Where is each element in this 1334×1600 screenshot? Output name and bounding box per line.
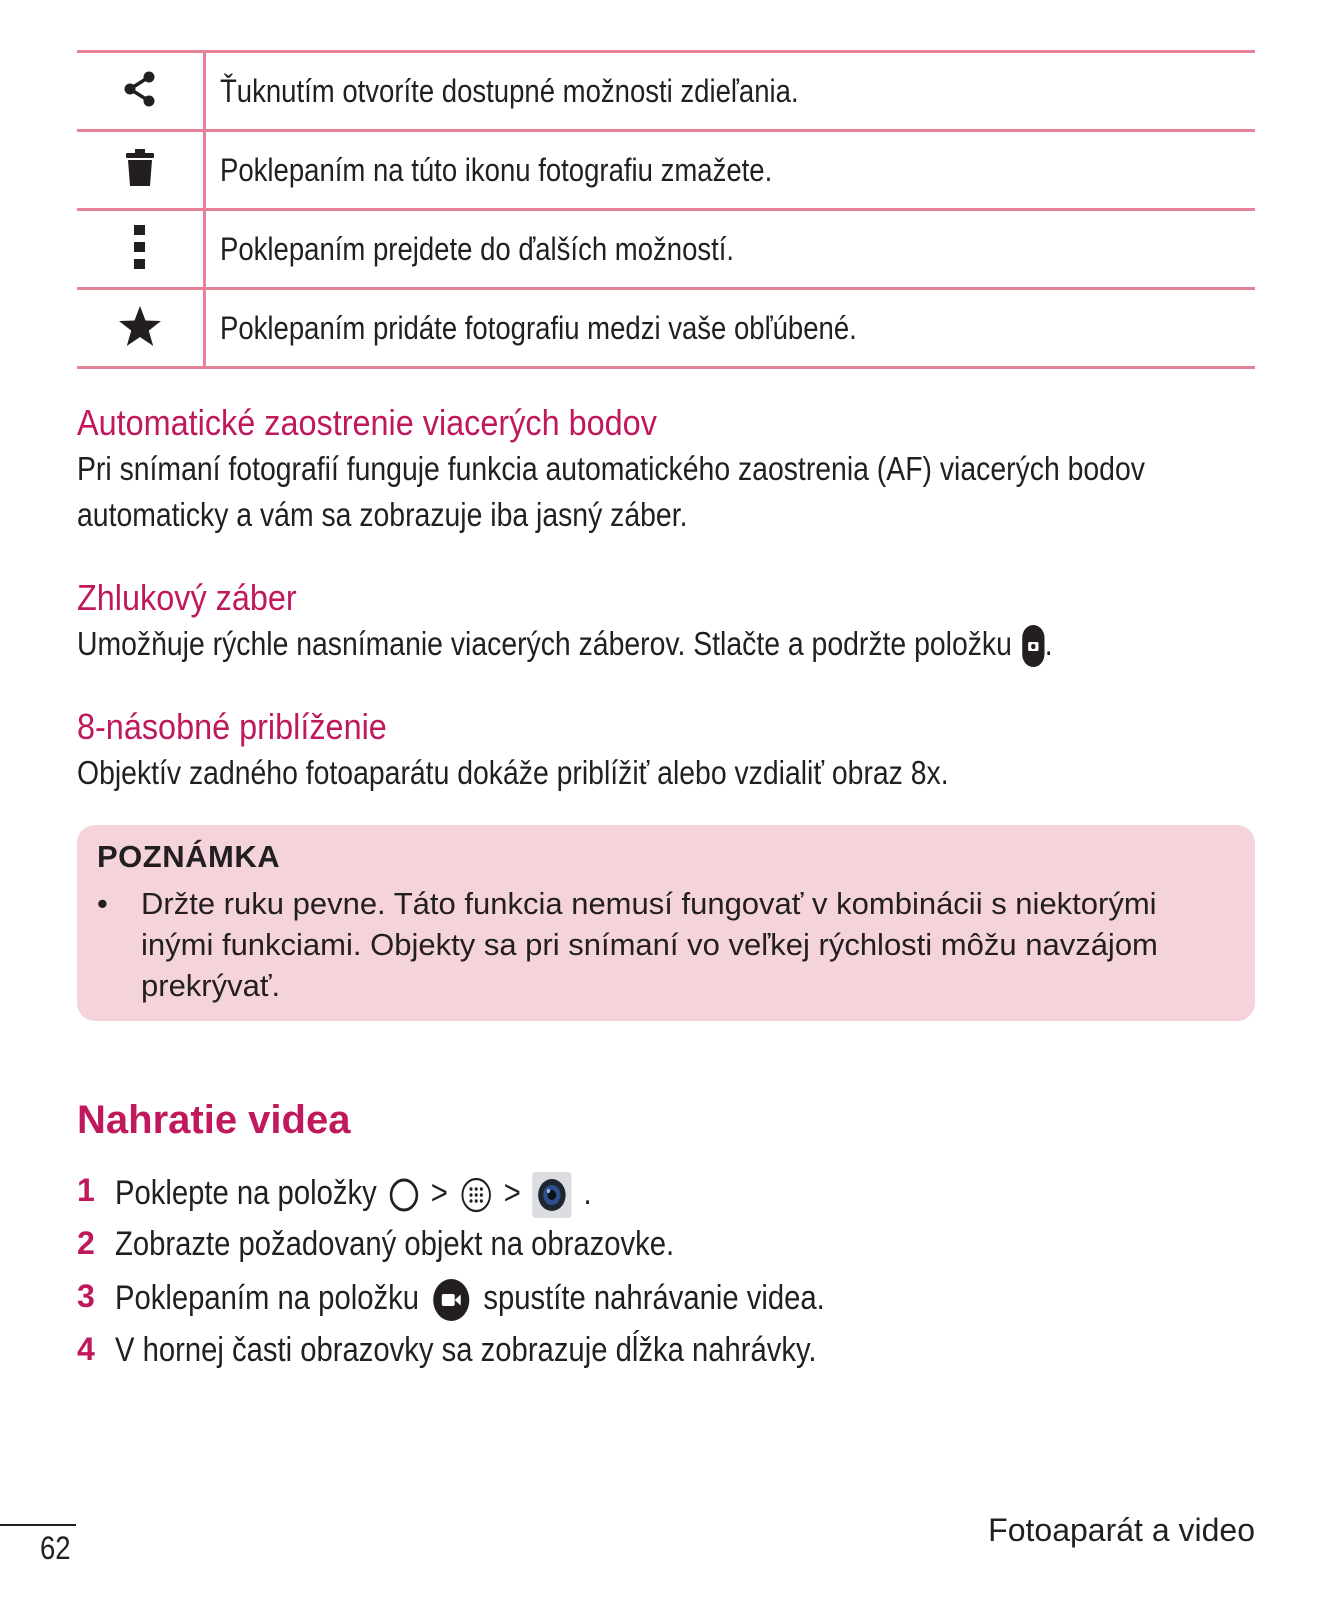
- section-body: Objektív zadného fotoaparátu dokáže priblížiť alebo vzdialiť obraz 8x.: [77, 754, 949, 791]
- icon-cell: [77, 210, 205, 289]
- section-8x-zoom: [77, 706, 1091, 796]
- apps-icon: [459, 1176, 492, 1214]
- step-text: V hornej časti obrazovky sa zobrazuje dĺžka nahrávky.: [115, 1331, 817, 1369]
- section-multipoint-af: [77, 402, 1319, 538]
- table-cell-text: Poklepaním na túto ikonu fotografiu zmažete.: [205, 131, 1256, 210]
- section-title: 8-násobné priblíženie: [77, 706, 387, 747]
- table-row: [77, 289, 1255, 368]
- step-text: Poklepaním na položku spustíte nahrávanie videa.: [115, 1278, 825, 1322]
- step-text: Poklepte na položky > > .: [115, 1172, 592, 1218]
- icon-legend-table: [77, 50, 1255, 369]
- note-line: prekrývať.: [141, 968, 281, 1003]
- icon-cell: [77, 52, 205, 131]
- note-line: inými funkciami. Objekty sa pri snímaní vo veľkej rýchlosti môžu navzájom: [141, 927, 1158, 962]
- icon-cell: [77, 131, 205, 210]
- section-heading: Nahratie videa: [77, 1098, 351, 1142]
- section-title: Zhlukový záber: [77, 577, 297, 618]
- section-body: Pri snímaní fotografií funguje funkcia automatického zaostrenia (AF) viacerých bodov automaticky a vám sa zobrazuje iba jasný záber.: [77, 450, 1145, 533]
- step-number: 1: [77, 1172, 95, 1208]
- table-cell-text: Poklepaním pridáte fotografiu medzi vaše obľúbené.: [205, 289, 1256, 368]
- step-text: Zobrazte požadovaný objekt na obrazovke.: [115, 1225, 675, 1263]
- note-text: [97, 883, 1237, 1006]
- star-icon: [118, 305, 162, 347]
- chapter-title: Fotoaparát a video: [988, 1512, 1255, 1548]
- step-number: 2: [77, 1225, 95, 1261]
- note-box: [77, 825, 1255, 1021]
- section-title: Automatické zaostrenie viacerých bodov: [77, 402, 657, 443]
- section-body: Umožňuje rýchle nasnímanie viacerých záberov. Stlačte a podržte položku .: [77, 621, 1211, 667]
- table-row: [77, 131, 1255, 210]
- camera-app-icon: [532, 1172, 572, 1218]
- table-cell-text: Ťuknutím otvoríte dostupné možnosti zdieľania.: [205, 52, 1256, 131]
- step-number: 3: [77, 1278, 95, 1314]
- footer-rule: [0, 1524, 76, 1526]
- step-number: 4: [77, 1331, 95, 1367]
- bullet: •: [97, 886, 108, 921]
- note-line: Držte ruku pevne. Táto funkcia nemusí fungovať v kombinácii s niektorými: [141, 886, 1157, 921]
- share-icon: [120, 69, 160, 109]
- table-row: [77, 210, 1255, 289]
- table-row: [77, 52, 1255, 131]
- more-vertical-icon: [132, 224, 148, 270]
- trash-icon: [124, 148, 156, 188]
- capture-button-icon: [1022, 625, 1044, 667]
- home-icon: [388, 1177, 419, 1213]
- icon-cell: [77, 289, 205, 368]
- section-burst-shot: [77, 577, 1211, 667]
- note-title: POZNÁMKA: [97, 839, 281, 874]
- table-cell-text: Poklepaním prejdete do ďalších možností.: [205, 210, 1256, 289]
- page-number: 62: [40, 1530, 71, 1566]
- record-video-icon: [432, 1278, 470, 1322]
